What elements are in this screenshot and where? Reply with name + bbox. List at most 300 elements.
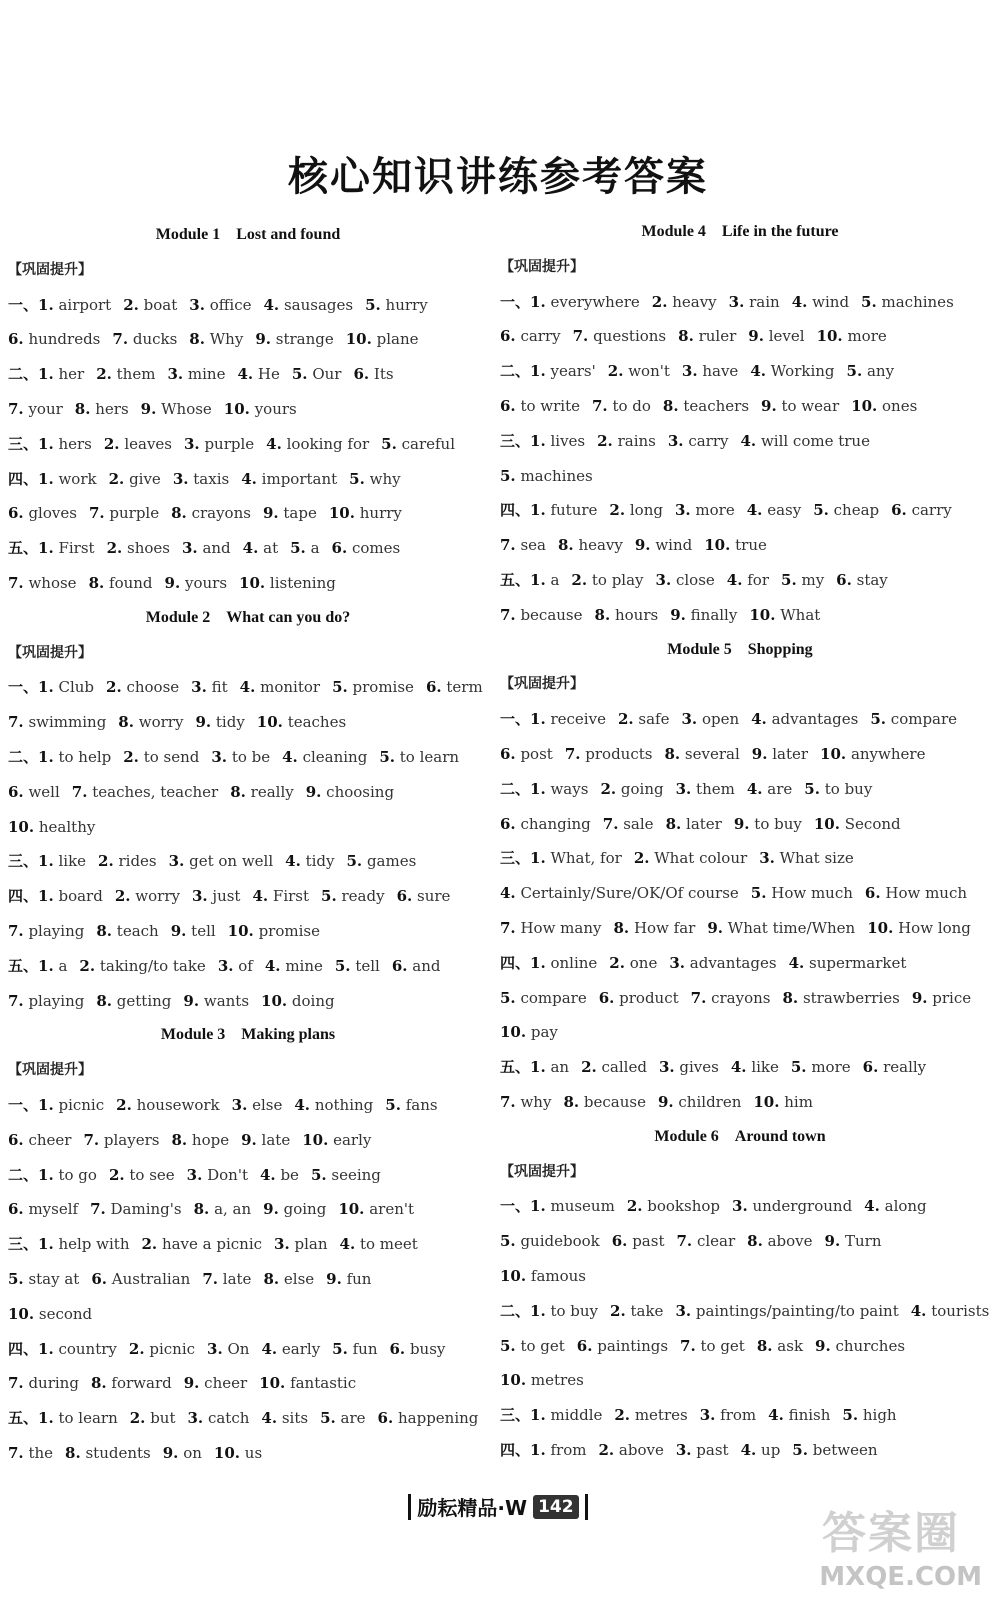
answer-text: lives	[550, 431, 586, 450]
answer-number: 1.	[38, 852, 54, 871]
answer-number: 7.	[112, 330, 129, 349]
answer-number: 9.	[634, 536, 651, 555]
answer-number: 8.	[88, 573, 105, 592]
answer-text: mine	[285, 956, 323, 975]
answer-text: my	[801, 570, 825, 589]
answer-line	[500, 528, 980, 563]
answer-number: 7.	[71, 782, 88, 801]
answer-number: 2.	[610, 1301, 626, 1320]
module-heading: Module 3 Making plans	[160, 1026, 336, 1044]
answer-number: 5.	[804, 779, 820, 798]
answer-text: playing	[28, 921, 85, 940]
answer-number: 4.	[500, 884, 516, 903]
answer-text: to buy	[550, 1301, 599, 1320]
answer-text: promise	[258, 921, 320, 940]
answer-line	[8, 288, 488, 323]
answer-number: 8.	[96, 991, 113, 1010]
answer-number: 2.	[129, 1409, 146, 1428]
answer-number: 4.	[239, 678, 256, 697]
answer-line	[8, 392, 488, 427]
answer-text: Turn	[844, 1232, 882, 1251]
answer-number: 3.	[186, 1165, 203, 1184]
answer-line	[8, 496, 488, 531]
answer-number: 4.	[260, 1165, 276, 1184]
answer-text: an	[550, 1058, 570, 1077]
answer-text: above	[767, 1232, 813, 1251]
answer-number: 1.	[38, 469, 54, 488]
answer-text: ducks	[132, 330, 178, 349]
answer-text: give	[129, 469, 161, 488]
answer-number: 4.	[282, 747, 298, 766]
answer-number: 2.	[108, 469, 125, 488]
answer-text: high	[862, 1406, 897, 1425]
answer-line	[8, 1332, 488, 1367]
answer-text: seeing	[331, 1165, 381, 1184]
exercise-prefix: 五、	[8, 539, 39, 558]
answer-number: 6.	[836, 570, 852, 589]
answer-number: 1.	[530, 431, 546, 450]
answer-number: 7.	[8, 573, 24, 592]
answer-number: 8.	[189, 330, 205, 349]
answer-line	[500, 946, 980, 981]
answer-line	[8, 949, 488, 984]
answer-line	[500, 1050, 980, 1085]
module-heading: Module 1 Lost and found	[155, 226, 341, 243]
answer-number: 9.	[241, 1130, 257, 1149]
answer-text: tidy	[305, 852, 335, 871]
answer-text: hope	[191, 1130, 230, 1149]
answer-line	[8, 566, 488, 601]
answer-number: 4.	[791, 292, 808, 311]
answer-text: on	[183, 1443, 202, 1462]
answer-number: 1.	[38, 1165, 54, 1184]
exercise-prefix: 四、	[8, 469, 39, 488]
answer-number: 6.	[598, 988, 615, 1007]
exercise-prefix: 四、	[500, 1440, 531, 1459]
answer-text: tape	[283, 504, 317, 523]
answer-number: 9.	[751, 744, 768, 763]
answer-text: a	[58, 956, 68, 975]
answer-text: called	[601, 1058, 647, 1077]
answer-text: What size	[779, 849, 854, 868]
answer-number: 7.	[90, 1200, 106, 1219]
answer-text: guidebook	[520, 1232, 600, 1251]
answer-number: 6.	[331, 539, 348, 558]
answer-text: going	[620, 779, 664, 798]
answer-number: 3.	[217, 956, 234, 975]
answer-number: 8.	[664, 744, 681, 763]
answer-number: 1.	[530, 1406, 546, 1425]
answer-text: wind	[655, 536, 693, 555]
answer-text: comes	[351, 539, 401, 558]
answer-line	[500, 772, 980, 807]
answer-line	[500, 598, 980, 633]
answer-number: 4.	[294, 1095, 311, 1114]
answer-text: sits	[281, 1409, 309, 1428]
module-heading: Module 4 Life in the future	[641, 223, 839, 240]
answer-line	[500, 1085, 980, 1120]
answer-text: will come true	[760, 431, 870, 450]
answer-text: and	[412, 956, 441, 975]
answer-number: 10.	[704, 536, 731, 555]
answer-text: online	[550, 953, 598, 972]
answer-text: advantages	[689, 953, 777, 972]
answer-text: metres	[530, 1371, 584, 1390]
answer-number: 3.	[187, 1409, 204, 1428]
answer-text: wants	[203, 991, 250, 1010]
answer-number: 10.	[338, 1200, 365, 1219]
answer-text: compare	[520, 988, 587, 1007]
answer-number: 1.	[530, 1058, 546, 1077]
answer-text: hers	[58, 434, 92, 453]
answer-text: tidy	[215, 713, 245, 732]
answer-text: Daming's	[110, 1200, 182, 1219]
answer-text: why	[369, 469, 401, 488]
answer-text: between	[812, 1440, 878, 1459]
answer-text: sale	[623, 814, 654, 833]
answer-text: First	[272, 887, 310, 906]
answer-number: 4.	[261, 1339, 278, 1358]
answer-text: fun	[352, 1339, 378, 1358]
answer-text: cleaning	[302, 747, 368, 766]
answer-text: rain	[749, 292, 780, 311]
footer-bar-left	[408, 1494, 411, 1520]
answer-text: to go	[58, 1165, 97, 1184]
answer-text: plane	[376, 330, 419, 349]
answer-number: 3.	[168, 852, 185, 871]
answer-number: 10.	[867, 918, 894, 937]
answer-text: happening	[397, 1409, 479, 1428]
answer-number: 4.	[788, 953, 805, 972]
answer-number: 3.	[207, 1339, 223, 1358]
right-answer-column	[500, 215, 990, 1468]
answer-number: 8.	[756, 1336, 773, 1355]
answer-text: busy	[409, 1339, 446, 1358]
answer-number: 9.	[326, 1269, 342, 1288]
answer-number: 10.	[500, 1266, 527, 1285]
exercise-prefix: 四、	[500, 953, 531, 972]
answer-text: found	[109, 573, 153, 592]
answer-text: nothing	[314, 1095, 374, 1114]
answer-number: 1.	[530, 1301, 546, 1320]
answer-text: paintings	[597, 1336, 669, 1355]
answer-text: Why	[209, 330, 244, 349]
answer-number: 9.	[733, 814, 750, 833]
answer-text: sure	[417, 887, 451, 906]
exercise-prefix: 四、	[8, 1339, 39, 1358]
answer-number: 2.	[98, 852, 114, 871]
answer-text: listening	[269, 573, 336, 592]
answer-text: ones	[882, 396, 918, 415]
exercise-prefix: 三、	[8, 434, 39, 453]
answer-text: crayons	[191, 504, 251, 523]
answer-text: taxis	[193, 469, 230, 488]
answer-text: How many	[520, 918, 602, 937]
answer-number: 7.	[572, 327, 589, 346]
answer-text: because	[583, 1092, 646, 1111]
answer-line	[500, 459, 980, 494]
answer-text: work	[58, 469, 97, 488]
answer-text: heavy	[672, 292, 717, 311]
answer-text: have a picnic	[161, 1235, 263, 1254]
answer-number: 8.	[230, 782, 246, 801]
answer-number: 2.	[614, 1406, 631, 1425]
answer-text: late	[222, 1269, 252, 1288]
answer-text: more	[695, 501, 735, 520]
exercise-prefix: 五、	[500, 570, 531, 589]
answer-number: 10.	[851, 396, 878, 415]
answer-text: tell	[191, 921, 216, 940]
answer-text: to send	[143, 747, 200, 766]
answer-text: like	[58, 852, 87, 871]
answer-number: 7.	[88, 504, 105, 523]
answer-text: playing	[28, 991, 85, 1010]
answer-number: 6.	[91, 1269, 108, 1288]
answer-number: 5.	[813, 501, 829, 520]
answer-number: 10.	[223, 399, 250, 418]
answer-number: 3.	[674, 501, 691, 520]
answer-text: close	[675, 570, 715, 589]
answer-text: What colour	[654, 849, 748, 868]
exercise-prefix: 二、	[8, 747, 39, 766]
answer-number: 6.	[576, 1336, 593, 1355]
answer-number: 7.	[8, 399, 24, 418]
answer-number: 5.	[332, 1339, 348, 1358]
answer-text: help with	[58, 1235, 130, 1254]
answer-number: 7.	[8, 713, 24, 732]
section-subhead: 【巩固提升】	[500, 676, 584, 693]
answer-text: board	[58, 887, 103, 906]
answer-number: 6.	[353, 365, 370, 384]
answer-text: myself	[28, 1200, 79, 1219]
answer-text: rides	[118, 852, 157, 871]
answer-text: past	[696, 1440, 729, 1459]
answer-text: your	[28, 399, 63, 418]
answer-number: 5.	[332, 678, 348, 697]
answer-line	[8, 705, 488, 740]
answer-number: 4.	[751, 710, 767, 729]
answer-text: level	[768, 327, 805, 346]
answer-text: products	[585, 744, 653, 763]
answer-number: 10.	[259, 1374, 286, 1393]
answer-text: careful	[401, 434, 456, 453]
answer-number: 9.	[748, 327, 764, 346]
answer-text: term	[446, 678, 483, 697]
answer-number: 6.	[891, 501, 907, 520]
answer-number: 9.	[262, 504, 279, 523]
answer-text: He	[257, 365, 280, 384]
exercise-prefix: 一、	[8, 295, 39, 314]
answer-text: taking/to take	[99, 956, 206, 975]
answer-number: 1.	[38, 1409, 54, 1428]
answer-number: 1.	[530, 953, 546, 972]
exercise-prefix: 三、	[8, 852, 39, 871]
answer-number: 2.	[600, 779, 617, 798]
exercise-prefix: 二、	[500, 779, 531, 798]
answer-text: hours	[614, 605, 659, 624]
answer-number: 1.	[530, 501, 546, 520]
answer-line	[8, 1436, 488, 1471]
answer-line	[500, 876, 980, 911]
answer-text: past	[632, 1232, 665, 1251]
answer-number: 4.	[864, 1197, 880, 1216]
answer-number: 5.	[500, 1232, 516, 1251]
answer-line	[8, 1192, 488, 1227]
answer-line	[500, 1259, 980, 1294]
answer-text: any	[866, 362, 895, 381]
answer-text: ruler	[698, 327, 737, 346]
answer-number: 3.	[667, 431, 684, 450]
answer-number: 2.	[598, 1440, 615, 1459]
answer-text: be	[280, 1165, 299, 1184]
answer-number: 3.	[231, 1095, 248, 1114]
answer-number: 2.	[106, 539, 123, 558]
answer-number: 2.	[597, 431, 613, 450]
section-subhead: 【巩固提升】	[8, 644, 92, 661]
answer-text: museum	[550, 1197, 615, 1216]
answer-number: 6.	[500, 327, 516, 346]
answer-text: hers	[95, 399, 129, 418]
answer-line	[8, 1158, 488, 1193]
answer-number: 9.	[195, 713, 212, 732]
answer-number: 3.	[669, 953, 685, 972]
answer-number: 1.	[38, 678, 54, 697]
answer-text: to meet	[359, 1235, 418, 1254]
answer-text: open	[701, 710, 740, 729]
answer-line	[8, 1227, 488, 1262]
answer-number: 3.	[699, 1406, 716, 1425]
answer-number: 4.	[339, 1235, 356, 1254]
exercise-prefix: 二、	[8, 1165, 39, 1184]
answer-line	[500, 1329, 980, 1364]
answer-text: later	[772, 744, 809, 763]
answer-number: 3.	[675, 1440, 692, 1459]
answer-number: 8.	[90, 1374, 107, 1393]
answer-text: get on well	[189, 852, 274, 871]
answer-text: machines	[520, 466, 593, 485]
answer-text: post	[520, 744, 553, 763]
answer-number: 9.	[164, 573, 181, 592]
answer-text: games	[366, 852, 417, 871]
answer-text: famous	[530, 1266, 586, 1285]
answer-text: What time/When	[727, 918, 856, 937]
answer-line	[8, 984, 488, 1019]
answer-text: to do	[612, 396, 651, 415]
exercise-prefix: 一、	[8, 1095, 39, 1114]
answer-number: 10.	[239, 573, 266, 592]
answer-number: 3.	[658, 1058, 675, 1077]
answer-number: 5.	[291, 365, 308, 384]
answer-number: 7.	[592, 396, 608, 415]
answer-line	[8, 1366, 488, 1401]
answer-text: really	[250, 782, 294, 801]
answer-number: 3.	[274, 1235, 290, 1254]
answer-number: 7.	[8, 921, 24, 940]
answer-number: 4.	[264, 956, 281, 975]
answer-text: stay	[856, 570, 888, 589]
answer-text: later	[686, 814, 722, 833]
answer-text: but	[150, 1409, 176, 1428]
answer-number: 4.	[261, 1409, 278, 1428]
answer-number: 7.	[500, 918, 516, 937]
answer-number: 4.	[750, 362, 766, 381]
answer-line	[500, 1398, 980, 1433]
answer-number: 5.	[861, 292, 877, 311]
answer-number: 8.	[65, 1443, 81, 1462]
answer-text: tourists	[931, 1301, 990, 1320]
answer-text: and	[202, 539, 231, 558]
answer-text: everywhere	[550, 292, 640, 311]
answer-text: just	[212, 887, 241, 906]
answer-number: 4.	[746, 779, 763, 798]
answer-text: plan	[294, 1235, 328, 1254]
answer-line	[8, 322, 488, 357]
answer-text: supermarket	[809, 953, 907, 972]
answer-number: 2.	[609, 953, 625, 972]
answer-text: hundreds	[28, 330, 101, 349]
answer-line	[8, 462, 488, 497]
answer-number: 6.	[500, 814, 516, 833]
answer-text: tell	[355, 956, 380, 975]
answer-number: 1.	[530, 292, 546, 311]
answer-text: to write	[520, 396, 580, 415]
answer-text: cheer	[28, 1130, 72, 1149]
answer-line	[8, 740, 488, 775]
answer-number: 8.	[678, 327, 694, 346]
left-answer-column	[8, 218, 488, 1471]
answer-number: 7.	[500, 1092, 516, 1111]
answer-number: 4.	[266, 434, 282, 453]
answer-number: 6.	[8, 330, 24, 349]
answer-number: 1.	[530, 710, 546, 729]
answer-number: 1.	[38, 434, 54, 453]
answer-number: 3.	[191, 678, 207, 697]
answer-text: stay at	[28, 1269, 80, 1288]
answer-text: What, for	[550, 849, 622, 868]
answer-number: 1.	[530, 570, 546, 589]
answer-text: carry	[520, 327, 561, 346]
answer-number: 3.	[191, 887, 208, 906]
answer-text: purple	[109, 504, 160, 523]
answer-number: 7.	[602, 814, 619, 833]
answer-line	[8, 1297, 488, 1332]
answer-number: 1.	[38, 956, 54, 975]
answer-number: 6.	[500, 396, 516, 415]
answer-line	[500, 841, 980, 876]
answer-number: 5.	[790, 1058, 807, 1077]
answer-number: 5.	[750, 884, 767, 903]
answer-text: above	[618, 1440, 664, 1459]
answer-text: fans	[405, 1095, 438, 1114]
answer-line	[8, 1123, 488, 1158]
answer-text: Don't	[207, 1165, 248, 1184]
exercise-prefix: 一、	[500, 292, 531, 311]
answer-number: 9.	[815, 1336, 831, 1355]
answer-number: 6.	[500, 744, 516, 763]
exercise-prefix: 一、	[8, 678, 39, 697]
answer-line	[8, 879, 488, 914]
answer-line	[500, 1189, 980, 1224]
answer-text: to learn	[399, 747, 460, 766]
answer-number: 4.	[730, 1058, 747, 1077]
answer-number: 9.	[911, 988, 928, 1007]
answer-text: years'	[550, 362, 596, 381]
answer-number: 7.	[202, 1269, 218, 1288]
answer-text: anywhere	[850, 744, 926, 763]
answer-number: 3.	[675, 779, 692, 798]
answer-text: catch	[207, 1409, 250, 1428]
answer-line	[500, 1224, 980, 1259]
